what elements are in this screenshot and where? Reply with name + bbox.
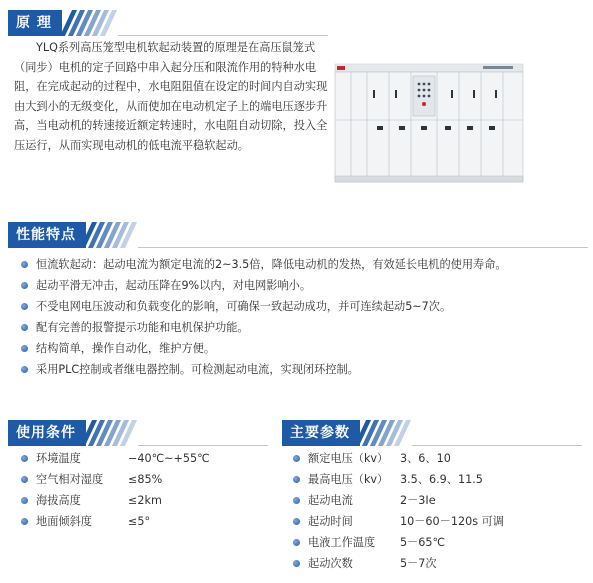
param-label: 最高电压（kv） xyxy=(308,473,389,486)
param-value: 3、6、10 xyxy=(400,452,451,465)
bullet-icon xyxy=(21,518,28,525)
param-value: 5－65℃ xyxy=(400,536,446,549)
conditions-section-title: 使用条件 xyxy=(8,420,86,446)
param-value: 3.5、6.9、11.5 xyxy=(400,473,483,486)
condition-label: 海拔高度 xyxy=(36,494,81,507)
principle-section-title: 原 理 xyxy=(8,10,62,36)
bullet-icon xyxy=(293,476,300,483)
condition-value: ≤2km xyxy=(128,494,162,507)
list-item xyxy=(290,532,504,553)
list-item: 结构简单，操作自动化，维护方便。 xyxy=(18,338,507,359)
soft-starter-cabinet-image xyxy=(333,58,526,188)
condition-label: 空气相对湿度 xyxy=(36,473,104,486)
param-label: 电液工作温度 xyxy=(308,536,376,549)
features-section-title: 性能特点 xyxy=(8,222,86,248)
param-label: 额定电压（kv） xyxy=(308,452,389,465)
list-item xyxy=(18,490,210,511)
list-item: 起动平滑无冲击，起动压降在9%以内，对电网影响小。 xyxy=(18,275,507,296)
params-list xyxy=(290,448,504,574)
header-divider xyxy=(138,445,268,446)
list-item: 不受电网电压波动和负载变化的影响，可确保一致起动成功，并可连续起动5~7次。 xyxy=(18,296,507,317)
bullet-icon xyxy=(293,560,300,567)
list-item xyxy=(290,553,504,574)
bullet-icon xyxy=(21,324,28,331)
param-label: 起动次数 xyxy=(308,557,353,570)
list-item xyxy=(18,469,210,490)
list-item: 配有完善的报警提示功能和电机保护功能。 xyxy=(18,317,507,338)
condition-value: ≤85% xyxy=(128,473,163,486)
features-list xyxy=(18,254,507,380)
bullet-icon xyxy=(21,455,28,462)
bullet-icon xyxy=(21,476,28,483)
header-divider xyxy=(138,247,588,248)
conditions-list xyxy=(18,448,210,532)
param-value: 2－3Ie xyxy=(400,494,436,507)
param-value: 5－7次 xyxy=(400,557,437,570)
condition-value: ≤5° xyxy=(128,515,151,528)
list-item: 采用PLC控制或者继电器控制。可检测起动电流，实现闭环控制。 xyxy=(18,359,507,380)
param-value: 10－60－120s 可调 xyxy=(400,515,504,528)
bullet-icon xyxy=(21,303,28,310)
header-stripes xyxy=(360,420,408,446)
condition-label: 环境温度 xyxy=(36,452,81,465)
header-divider xyxy=(118,35,328,36)
bullet-icon xyxy=(21,366,28,373)
condition-value: −40℃~+55℃ xyxy=(128,452,210,465)
features-section-header xyxy=(8,222,588,248)
conditions-section-header xyxy=(8,420,270,446)
bullet-icon xyxy=(293,455,300,462)
list-item xyxy=(290,448,504,469)
header-stripes xyxy=(86,420,134,446)
list-item: 恒流软起动：起动电流为额定电流的2~3.5倍，降低电动机的发热，有效延长电机的使用寿命。 xyxy=(18,254,507,275)
list-item xyxy=(18,511,210,532)
header-stripes xyxy=(86,222,134,248)
bullet-icon xyxy=(21,261,28,268)
params-section-title: 主要参数 xyxy=(282,420,360,446)
bullet-icon xyxy=(293,539,300,546)
list-item xyxy=(290,511,504,532)
condition-label: 地面倾斜度 xyxy=(36,515,92,528)
bullet-icon xyxy=(293,518,300,525)
list-item xyxy=(290,490,504,511)
principle-section-header xyxy=(8,10,328,36)
param-label: 起动时间 xyxy=(308,515,353,528)
list-item xyxy=(18,448,210,469)
principle-text: YLQ系列高压笼型电机软起动装置的原理是在高压鼠笼式（同步）电机的定子回路中串入起分压和限流作用的特种水电阻，在完成起动的过程中，水电阻阻值在设定的时间内自动实现由大到小的无级变化，从而使加在电动机定子上的端电压逐步升高，当电动机的转速接近额定转速时，水电阻自动切除，投入全压运行，从而实现电动机的低电流平稳软起动。 xyxy=(14,41,328,152)
bullet-icon xyxy=(293,497,300,504)
params-section-header xyxy=(282,420,582,446)
list-item xyxy=(290,469,504,490)
header-stripes xyxy=(66,10,114,36)
bullet-icon xyxy=(21,282,28,289)
param-label: 起动电流 xyxy=(308,494,353,507)
bullet-icon xyxy=(21,497,28,504)
header-divider xyxy=(412,445,582,446)
bullet-icon xyxy=(21,345,28,352)
